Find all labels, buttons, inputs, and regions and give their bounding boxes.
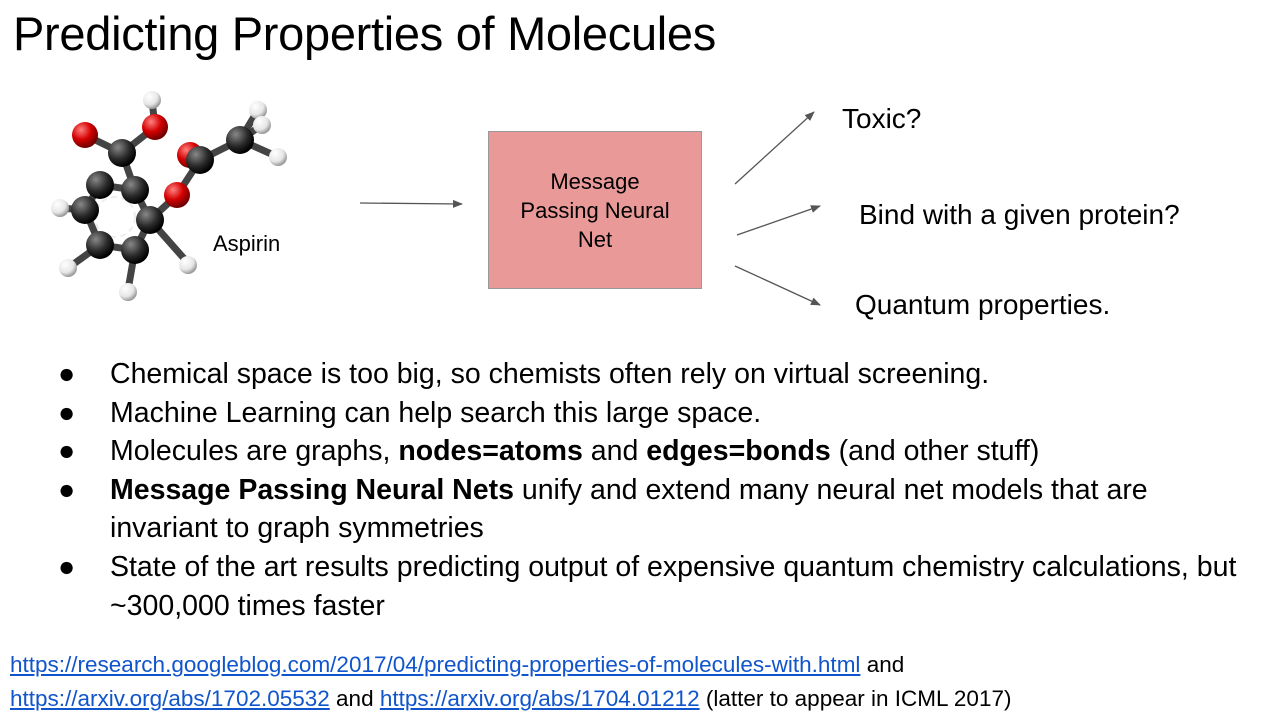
bullet-bold-text: edges=bonds [646, 435, 831, 468]
footer-line-2 [10, 682, 1011, 716]
bullet-dot-icon: ● [58, 358, 76, 390]
bullet-text: Machine Learning can help search this large space. [110, 396, 762, 429]
arrow-toxic [735, 112, 814, 184]
molecule-label: Aspirin [213, 231, 281, 256]
mpnn-box-line-1: Message [550, 168, 640, 194]
footer-and-1: and [860, 652, 905, 677]
arrow-input [360, 203, 462, 204]
bullet-item [58, 355, 1258, 394]
footer-note: (latter to appear in ICML 2017) [699, 686, 1012, 711]
bullet-text: (and other stuff) [830, 435, 1040, 468]
bullet-item [58, 394, 1258, 433]
mpnn-box [488, 131, 702, 289]
output-quantum: Quantum properties. [855, 289, 1111, 320]
arrow-bind [737, 206, 820, 235]
bullet-dot-icon: ● [58, 435, 76, 468]
arrow-quantum [735, 266, 820, 305]
output-toxic: Toxic? [842, 103, 922, 134]
link-arxiv-1702[interactable]: https://arxiv.org/abs/1702.05532 [10, 686, 330, 711]
bullet-list [58, 355, 1258, 625]
bullet-item [58, 548, 1258, 625]
mpnn-box-line-2: Passing Neural [520, 197, 670, 223]
bullet-text: Molecules are graphs, [110, 435, 399, 468]
bullet-text: unify and extend many neural net models that are invariant to graph symmetries [110, 473, 1148, 545]
bullet-dot-icon: ● [58, 396, 76, 429]
bullet-text: Chemical space is too big, so chemists often rely on virtual screening. [110, 358, 990, 390]
footer-line-1 [10, 648, 1011, 682]
bullet-text: State of the art results predicting output of expensive quantum chemistry calculations, but ~300,000 times faster [110, 550, 1237, 622]
bullet-bold-text: nodes=atoms [398, 435, 583, 468]
mpnn-box-line-3: Net [577, 226, 613, 252]
footer-and-2: and [329, 686, 380, 711]
output-bind-protein: Bind with a given protein? [859, 199, 1180, 230]
bullet-item [58, 471, 1258, 548]
aspirin-molecule-image [40, 85, 300, 325]
references-footer [10, 648, 1011, 716]
bullet-bold-text: Message Passing Neural Nets [110, 473, 514, 506]
link-arxiv-1704[interactable]: https://arxiv.org/abs/1704.01212 [379, 686, 700, 711]
bullet-dot-icon: ● [58, 550, 76, 583]
bullet-item [58, 432, 1258, 471]
bullet-text: and [582, 435, 647, 468]
bullet-dot-icon: ● [58, 473, 76, 506]
slide-title: Predicting Properties of Molecules [13, 7, 716, 60]
link-googleblog[interactable]: https://research.googleblog.com/2017/04/predicting-properties-of-molecules-with.html [10, 652, 861, 677]
